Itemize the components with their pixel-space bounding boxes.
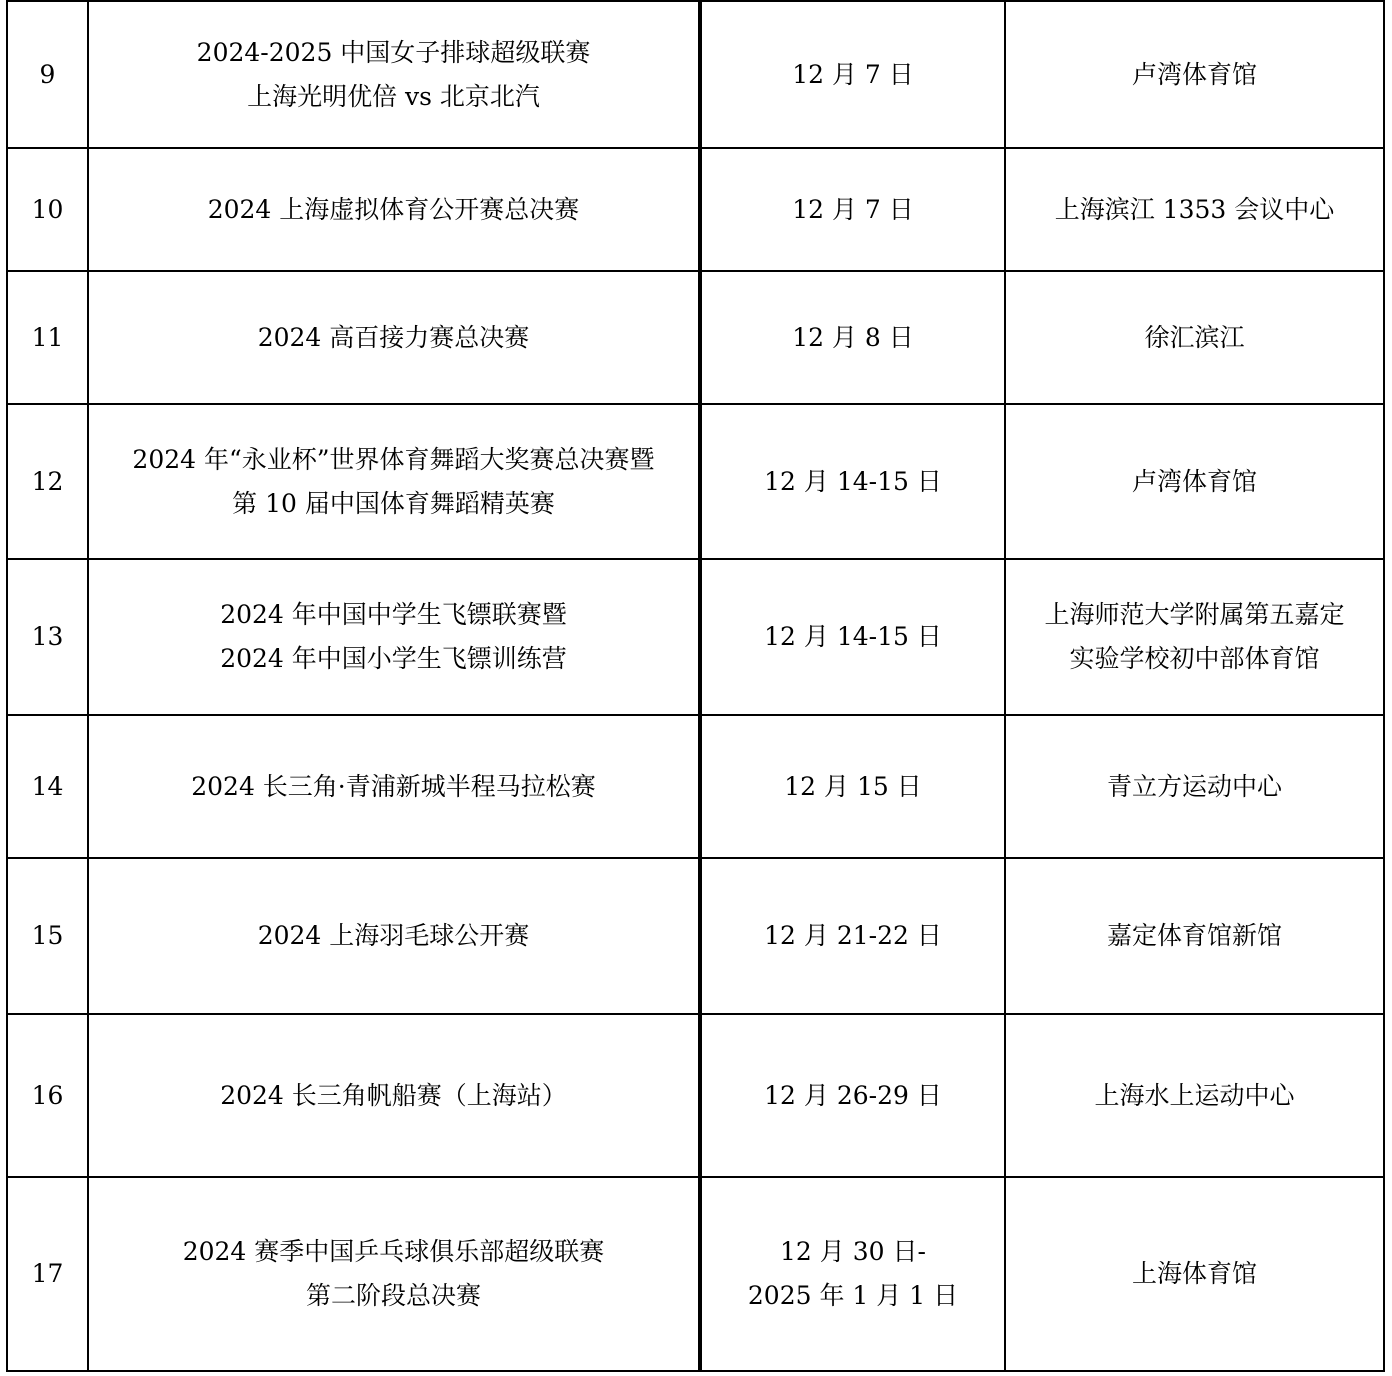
- venue-cell: [1005, 404, 1384, 559]
- event-cell: [88, 1, 700, 148]
- event-cell: [88, 404, 700, 559]
- table-row: [7, 858, 1384, 1014]
- venue-line: 卢湾体育馆: [1131, 466, 1257, 496]
- table-row: [7, 271, 1384, 404]
- date-cell: [700, 1177, 1005, 1371]
- event-cell: [88, 715, 700, 858]
- event-line: 2024 上海羽毛球公开赛: [257, 921, 530, 950]
- venue-cell: [1005, 858, 1384, 1014]
- row-number-cell: 16: [7, 1014, 88, 1177]
- table-row: [7, 1177, 1384, 1371]
- venue-line: 上海水上运动中心: [1094, 1080, 1295, 1110]
- date-line: 12 月 7 日: [792, 194, 914, 224]
- event-line: 2024 年中国中学生飞镖联赛暨: [220, 600, 567, 629]
- venue-cell: [1005, 271, 1384, 404]
- venue-line: 徐汇滨江: [1144, 322, 1245, 352]
- date-cell: [700, 858, 1005, 1014]
- date-cell: [700, 1, 1005, 148]
- row-number-cell: 17: [7, 1177, 88, 1371]
- row-number-cell: 15: [7, 858, 88, 1014]
- venue-cell: [1005, 715, 1384, 858]
- date-line: 12 月 14-15 日: [764, 622, 942, 651]
- row-number-cell: 11: [7, 271, 88, 404]
- row-number-cell: 13: [7, 559, 88, 715]
- date-line: 12 月 26-29 日: [764, 1080, 942, 1110]
- venue-line: 上海体育馆: [1131, 1259, 1257, 1288]
- date-cell: [700, 715, 1005, 858]
- table-row: [7, 559, 1384, 715]
- row-number-cell: 14: [7, 715, 88, 858]
- date-line: 12 月 8 日: [792, 322, 914, 352]
- row-number-cell: 9: [7, 1, 88, 148]
- event-line: 2024 上海虚拟体育公开赛总决赛: [207, 194, 580, 224]
- venue-cell: [1005, 148, 1384, 271]
- event-line: 2024 年中国小学生飞镖训练营: [220, 644, 567, 673]
- venue-line: 实验学校初中部体育馆: [1069, 644, 1320, 673]
- venue-cell: [1005, 1014, 1384, 1177]
- date-cell: [700, 271, 1005, 404]
- venue-line: 嘉定体育馆新馆: [1106, 921, 1282, 950]
- table-row: [7, 1014, 1384, 1177]
- event-cell: [88, 858, 700, 1014]
- date-line: 12 月 30 日-: [780, 1237, 926, 1266]
- event-line: 2024 年“永业杯”世界体育舞蹈大奖赛总决赛暨: [132, 444, 655, 474]
- venue-cell: [1005, 559, 1384, 715]
- event-cell: [88, 271, 700, 404]
- venue-line: 上海师范大学附属第五嘉定: [1044, 600, 1345, 629]
- row-number-cell: 12: [7, 404, 88, 559]
- date-cell: [700, 1014, 1005, 1177]
- event-line: 第二阶段总决赛: [305, 1281, 481, 1310]
- event-cell: [88, 148, 700, 271]
- table-row: [7, 1, 1384, 148]
- event-line: 2024-2025 中国女子排球超级联赛: [196, 37, 591, 67]
- date-line: 12 月 14-15 日: [764, 466, 942, 496]
- date-line: 12 月 21-22 日: [764, 921, 942, 950]
- date-cell: [700, 404, 1005, 559]
- event-line: 2024 高百接力赛总决赛: [257, 322, 530, 352]
- event-line: 2024 赛季中国乒乓球俱乐部超级联赛: [182, 1237, 605, 1266]
- event-line: 2024 长三角·青浦新城半程马拉松赛: [191, 771, 596, 801]
- table-row: [7, 148, 1384, 271]
- venue-cell: [1005, 1177, 1384, 1371]
- date-line: 12 月 15 日: [784, 771, 922, 801]
- table-row: [7, 404, 1384, 559]
- venue-cell: [1005, 1, 1384, 148]
- venue-line: 上海滨江 1353 会议中心: [1054, 194, 1335, 224]
- date-cell: [700, 559, 1005, 715]
- event-cell: [88, 1177, 700, 1371]
- row-number-cell: 10: [7, 148, 88, 271]
- date-line: 12 月 7 日: [792, 59, 914, 89]
- date-line: 2025 年 1 月 1 日: [747, 1281, 959, 1310]
- venue-line: 卢湾体育馆: [1131, 59, 1257, 89]
- event-line: 2024 长三角帆船赛（上海站）: [220, 1080, 567, 1110]
- event-line: 上海光明优倍 vs 北京北汽: [247, 81, 540, 111]
- event-cell: [88, 559, 700, 715]
- event-line: 第 10 届中国体育舞蹈精英赛: [232, 488, 555, 518]
- schedule-table: [6, 0, 1385, 1372]
- venue-line: 青立方运动中心: [1106, 771, 1282, 801]
- table-row: [7, 715, 1384, 858]
- event-cell: [88, 1014, 700, 1177]
- date-cell: [700, 148, 1005, 271]
